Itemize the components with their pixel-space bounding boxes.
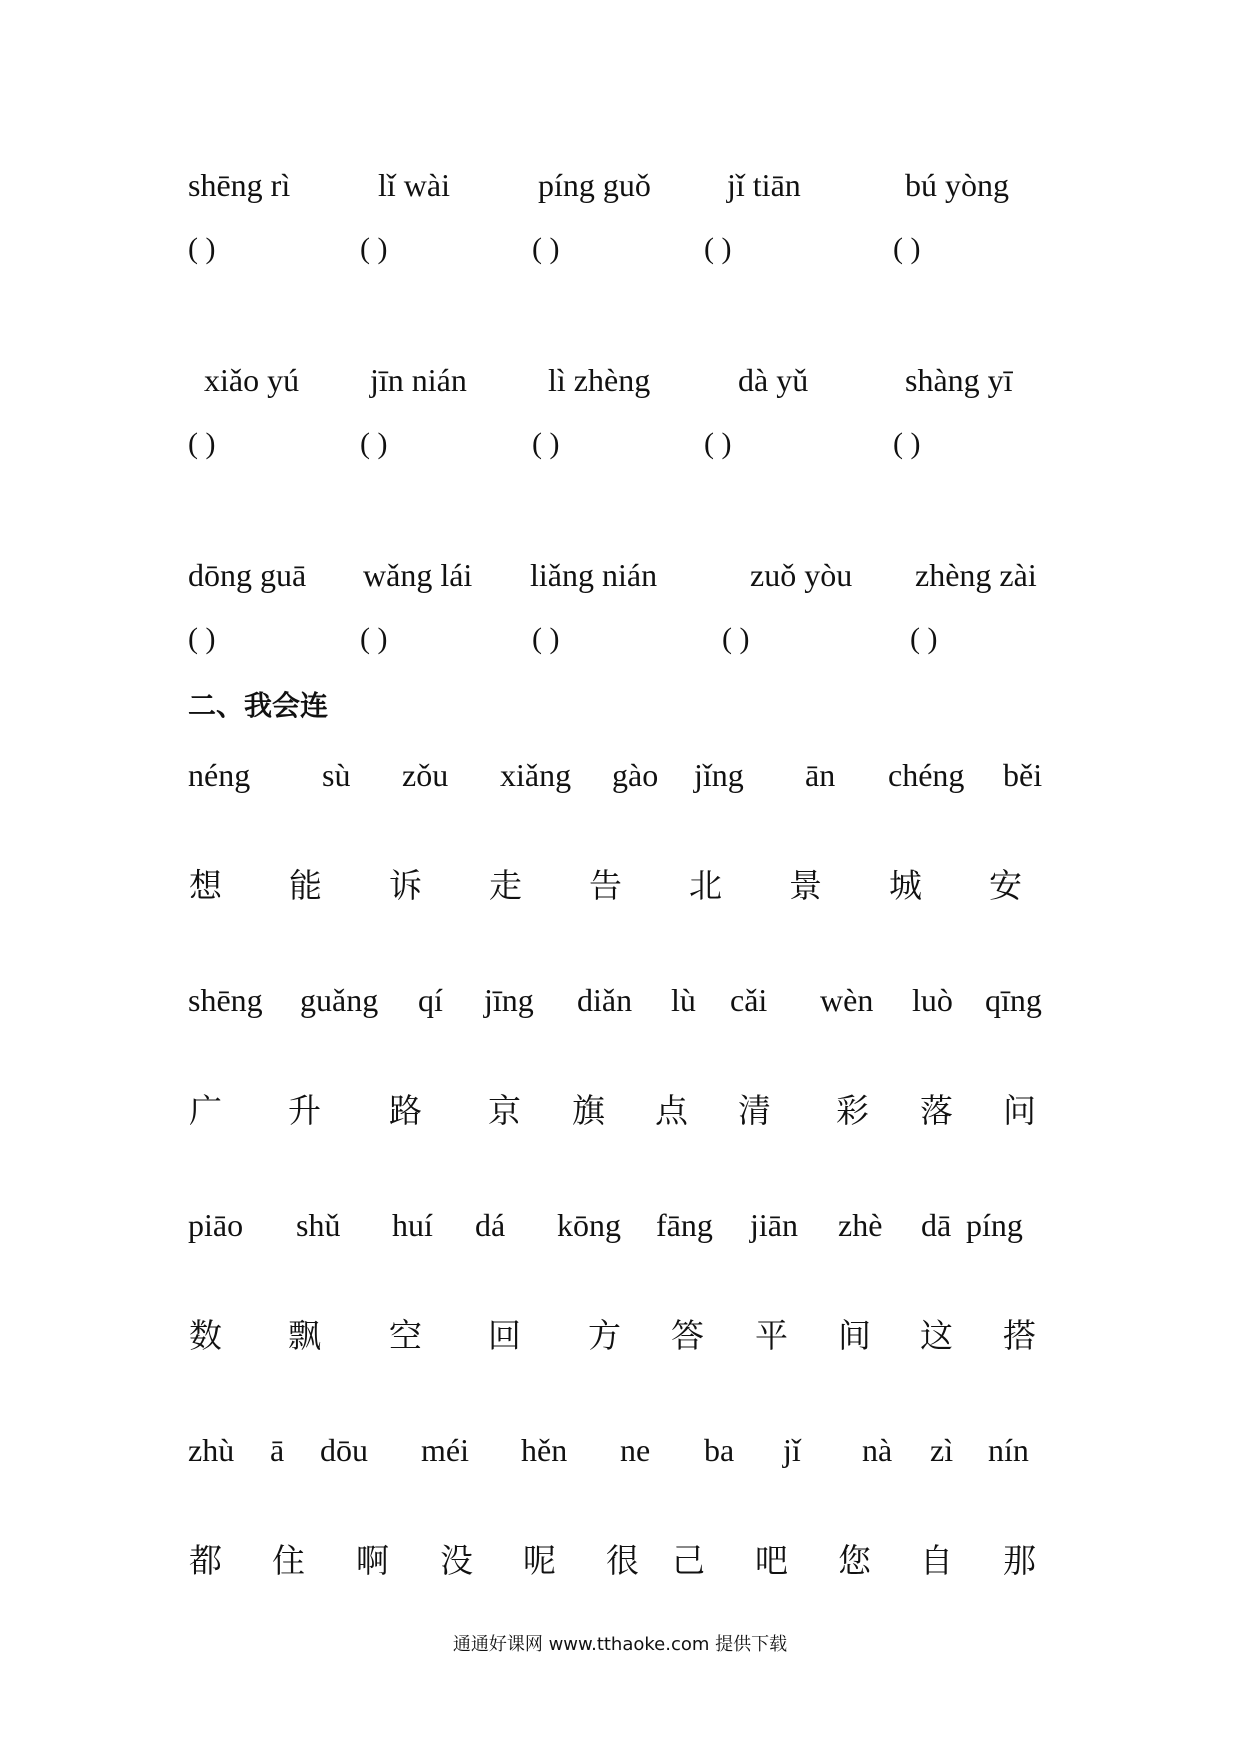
pinyin-syllable: zì: [930, 1432, 954, 1468]
pinyin-syllable: luò: [912, 982, 953, 1018]
pinyin-syllable: zhù: [188, 1432, 235, 1468]
hanzi-char[interactable]: 城: [889, 866, 922, 905]
hanzi-char[interactable]: 方: [588, 1316, 621, 1355]
pinyin-syllable: chéng: [888, 757, 965, 793]
hanzi-char[interactable]: 搭: [1003, 1316, 1036, 1355]
pinyin-word: zuǒ yòu: [750, 557, 853, 593]
pinyin-row-6: [0, 1195, 1240, 1255]
answer-bracket[interactable]: ( ): [360, 622, 388, 655]
pinyin-syllable: jīng: [484, 982, 534, 1018]
pinyin-syllable: lù: [671, 982, 696, 1018]
pinyin-syllable: dá: [475, 1207, 506, 1243]
pinyin-syllable: dā: [921, 1207, 952, 1243]
pinyin-syllable: huí: [392, 1207, 433, 1243]
hanzi-char[interactable]: 这: [920, 1316, 953, 1355]
pinyin-syllable: ā: [270, 1432, 285, 1468]
pinyin-word: bú yòng: [905, 167, 1009, 203]
answer-bracket[interactable]: ( ): [532, 622, 560, 655]
pinyin-word: jīn nián: [370, 362, 467, 398]
pinyin-syllable: qí: [418, 982, 443, 1018]
hanzi-char[interactable]: 北: [689, 866, 722, 905]
pinyin-syllable: ba: [704, 1432, 735, 1468]
hanzi-char[interactable]: 路: [389, 1091, 422, 1130]
pinyin-row-2: [0, 350, 1240, 410]
hanzi-char[interactable]: 点: [655, 1091, 688, 1130]
hanzi-char[interactable]: 清: [738, 1091, 771, 1130]
page-footer: 通通好课网 www.tthaoke.com 提供下载: [452, 1634, 788, 1655]
pinyin-syllable: ān: [805, 757, 836, 793]
pinyin-syllable: jiān: [750, 1207, 798, 1243]
answer-bracket[interactable]: ( ): [704, 232, 732, 265]
pinyin-word: dōng guā: [188, 557, 307, 593]
pinyin-syllable: dōu: [320, 1432, 368, 1468]
hanzi-char[interactable]: 问: [1003, 1091, 1036, 1130]
pinyin-syllable: méi: [421, 1432, 469, 1468]
hanzi-char[interactable]: 自: [920, 1541, 953, 1580]
hanzi-char[interactable]: 平: [755, 1316, 788, 1355]
hanzi-char[interactable]: 吧: [755, 1541, 788, 1580]
pinyin-syllable: fāng: [656, 1207, 713, 1243]
hanzi-char[interactable]: 呢: [523, 1541, 556, 1580]
answer-bracket[interactable]: ( ): [704, 427, 732, 460]
hanzi-char[interactable]: 广: [189, 1091, 222, 1130]
pinyin-syllable: zǒu: [402, 757, 449, 793]
pinyin-syllable: diǎn: [577, 982, 633, 1018]
hanzi-row-1: [0, 857, 1240, 917]
pinyin-word: shēng rì: [188, 167, 291, 203]
pinyin-syllable: piāo: [188, 1207, 244, 1243]
pinyin-row-1: [0, 155, 1240, 215]
answer-bracket[interactable]: ( ): [893, 232, 921, 265]
pinyin-word: jǐ tiān: [727, 167, 801, 203]
pinyin-syllable: shǔ: [296, 1207, 341, 1243]
answer-bracket[interactable]: ( ): [188, 622, 216, 655]
pinyin-syllable: qīng: [985, 982, 1042, 1018]
pinyin-syllable: ne: [620, 1432, 651, 1468]
pinyin-syllable: hěn: [521, 1432, 568, 1468]
pinyin-word: dà yǔ: [738, 362, 809, 398]
pinyin-word: lì zhèng: [548, 362, 651, 398]
pinyin-word: liǎng nián: [530, 557, 658, 593]
pinyin-syllable: wèn: [820, 982, 874, 1018]
pinyin-syllable: cǎi: [730, 982, 768, 1018]
hanzi-char[interactable]: 落: [920, 1091, 953, 1130]
hanzi-char[interactable]: 那: [1003, 1541, 1036, 1580]
hanzi-char[interactable]: 啊: [356, 1541, 389, 1580]
hanzi-row-3: [0, 1307, 1240, 1367]
answer-bracket[interactable]: ( ): [532, 232, 560, 265]
pinyin-syllable: kōng: [557, 1207, 621, 1243]
answer-bracket[interactable]: ( ): [893, 427, 921, 460]
answer-bracket[interactable]: ( ): [188, 427, 216, 460]
pinyin-word: wǎng lái: [363, 557, 473, 593]
answer-bracket[interactable]: ( ): [532, 427, 560, 460]
bracket-row-3: [0, 610, 1240, 670]
hanzi-char[interactable]: 间: [838, 1316, 871, 1355]
hanzi-char[interactable]: 您: [838, 1541, 871, 1580]
pinyin-syllable: píng: [966, 1207, 1023, 1243]
hanzi-char[interactable]: 走: [489, 866, 522, 905]
answer-bracket[interactable]: ( ): [360, 427, 388, 460]
hanzi-char[interactable]: 飘: [288, 1316, 321, 1355]
pinyin-word: xiǎo yú: [204, 362, 300, 398]
pinyin-syllable: néng: [188, 757, 251, 793]
hanzi-char[interactable]: 旗: [572, 1091, 605, 1130]
hanzi-char[interactable]: 回: [488, 1316, 521, 1355]
pinyin-syllable: zhè: [838, 1207, 883, 1243]
pinyin-word: zhèng zài: [915, 557, 1037, 593]
bracket-row-1: [0, 220, 1240, 280]
hanzi-char[interactable]: 能: [289, 866, 322, 905]
hanzi-char[interactable]: 安: [989, 866, 1022, 905]
hanzi-char[interactable]: 很: [606, 1541, 639, 1580]
hanzi-row-4: [0, 1532, 1240, 1592]
answer-bracket[interactable]: ( ): [360, 232, 388, 265]
pinyin-syllable: sù: [322, 757, 351, 793]
hanzi-char[interactable]: 都: [189, 1541, 222, 1580]
hanzi-char[interactable]: 答: [671, 1316, 704, 1355]
pinyin-syllable: jǐ: [783, 1432, 801, 1468]
hanzi-char[interactable]: 空: [389, 1316, 422, 1355]
hanzi-row-2: [0, 1082, 1240, 1142]
pinyin-row-4: [0, 745, 1240, 805]
pinyin-word: píng guǒ: [538, 167, 651, 203]
hanzi-char[interactable]: 想: [189, 866, 222, 905]
pinyin-syllable: xiǎng: [500, 757, 572, 793]
answer-bracket[interactable]: ( ): [722, 622, 750, 655]
pinyin-row-5: [0, 970, 1240, 1030]
pinyin-syllable: gào: [612, 757, 659, 793]
pinyin-syllable: nà: [862, 1432, 893, 1468]
answer-bracket[interactable]: ( ): [910, 622, 938, 655]
pinyin-syllable: jǐng: [694, 757, 744, 793]
pinyin-word: lǐ wài: [378, 167, 450, 203]
pinyin-syllable: shēng: [188, 982, 263, 1018]
pinyin-syllable: guǎng: [300, 982, 379, 1018]
hanzi-char[interactable]: 告: [589, 866, 622, 905]
hanzi-char[interactable]: 彩: [836, 1091, 869, 1130]
bracket-row-2: [0, 415, 1240, 475]
pinyin-word: shàng yī: [905, 362, 1013, 398]
hanzi-char[interactable]: 数: [189, 1316, 222, 1355]
pinyin-row-3: [0, 545, 1240, 605]
pinyin-row-7: [0, 1420, 1240, 1480]
pinyin-syllable: běi: [1003, 757, 1043, 793]
hanzi-char[interactable]: 升: [288, 1091, 321, 1130]
hanzi-char[interactable]: 住: [272, 1541, 305, 1580]
hanzi-char[interactable]: 诉: [389, 866, 422, 905]
hanzi-char[interactable]: 京: [488, 1091, 521, 1130]
hanzi-char[interactable]: 景: [789, 866, 822, 905]
pinyin-syllable: nín: [988, 1432, 1029, 1468]
answer-bracket[interactable]: ( ): [188, 232, 216, 265]
hanzi-char[interactable]: 没: [440, 1541, 473, 1580]
hanzi-char[interactable]: 己: [672, 1541, 705, 1580]
section-title: 二、我会连: [188, 689, 329, 722]
